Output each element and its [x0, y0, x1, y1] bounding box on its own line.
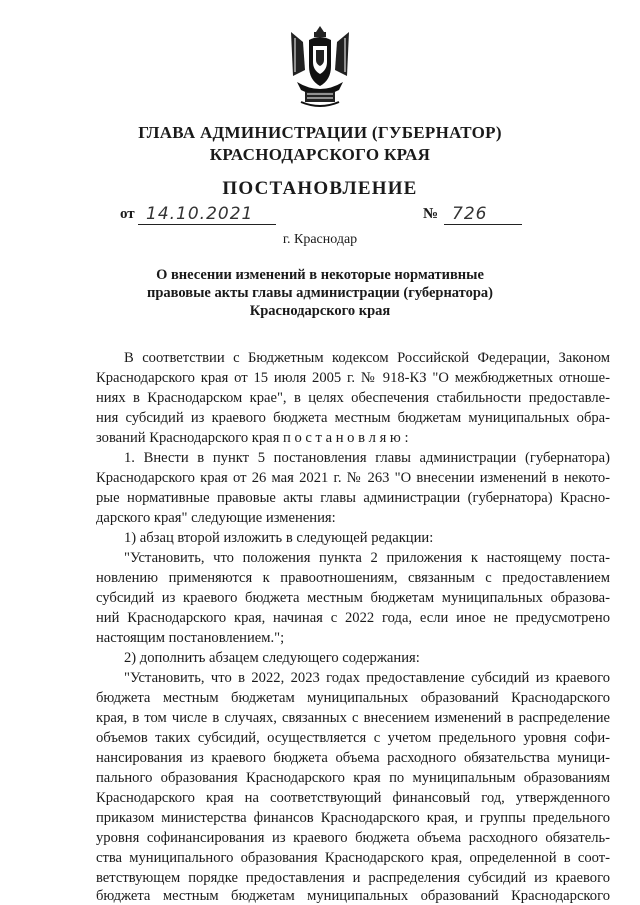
city-label: г. Краснодар [282, 232, 358, 247]
issuer-title-line1: ГЛАВА АДМИНИСТРАЦИИ (ГУБЕРНАТОР) [138, 123, 502, 142]
body-line: 1. Внести в пункт 5 постановления главы администрации (губернатора) [124, 450, 610, 466]
body-line: ства муниципального образования Краснодарского края, определенной в соот- [96, 850, 610, 866]
body-line: "Установить, что в 2022, 2023 годах предоставление субсидий из краевого [124, 670, 610, 686]
body-line: бюджета местным бюджетам муниципальных образований Краснодарского [96, 888, 610, 904]
coat-of-arms-emblem [283, 22, 357, 110]
date-prefix: от [120, 206, 135, 222]
number-underline [444, 224, 522, 225]
body-line: 1) абзац второй изложить в следующей редакции: [124, 530, 434, 546]
body-line: уровня софинансирования из краевого бюджета объема расходного обязатель- [96, 830, 610, 846]
issuer-title-line2: КРАСНОДАРСКОГО КРАЯ [209, 145, 431, 164]
body-line: дарского края" следующие изменения: [96, 510, 336, 526]
document-type-heading: ПОСТАНОВЛЕНИЕ [222, 178, 418, 199]
number-prefix: № [423, 206, 439, 222]
body-line: новлению применяются к правоотношениям, связанным с предоставлением [96, 570, 610, 586]
date-underline [138, 224, 276, 225]
body-line: края, в том числе в случаях, связанных с внесением изменений в распределение [96, 710, 610, 726]
body-line: рые нормативные правовые акты главы администрации (губернатора) Красно- [96, 490, 610, 506]
body-line: пального образования Краснодарского края по муниципальным образованиям [96, 770, 610, 786]
body-line: приказом министерства финансов Краснодарского края, и группы предельного [96, 810, 610, 826]
body-line: нансирования из краевого бюджета объема расходного обязательства муници- [96, 750, 610, 766]
body-line: субсидий из краевого бюджета местным бюджетам муниципальных образова- [96, 590, 610, 606]
body-line: ветствующем порядке предоставления и распределения субсидий из краевого [96, 870, 610, 886]
body-line: Краснодарского края на соответствующий финансовый год, утвержденного [96, 790, 610, 806]
body-line: ния субсидий из краевого бюджета местным бюджетам муниципальных обра- [96, 410, 610, 426]
body-line: "Установить, что положения пункта 2 приложения к настоящему поста- [124, 550, 610, 566]
handwritten-date: 14.10.2021 [146, 204, 254, 224]
subject-line: Краснодарского края [249, 303, 391, 319]
subject-line: правовые акты главы администрации (губернатора) [146, 285, 494, 301]
body-line: Краснодарского края от 15 июля 2005 г. № 918-КЗ "О межбюджетных отноше- [96, 370, 610, 386]
body-line: В соответствии с Бюджетным кодексом Российской Федерации, Законом [124, 350, 610, 366]
body-line: ний Краснодарского края, начиная с 2022 года, если иное не предусмотрено [96, 610, 610, 626]
body-line: Краснодарского края от 26 мая 2021 г. № 263 "О внесении изменений в некото- [96, 470, 610, 486]
handwritten-number: 726 [452, 204, 488, 224]
body-line: ниях в Краснодарском крае", в целях обеспечения стабильности предоставле- [96, 390, 610, 406]
body-line: зований Краснодарского края п о с т а н о в л я ю : [96, 430, 409, 446]
body-line: настоящим постановлением."; [96, 630, 285, 646]
body-line: объемов таких субсидий, осуществляется с учетом предельного уровня софи- [96, 730, 610, 746]
body-line: бюджета местным бюджетам муниципальных образований Краснодарского [96, 690, 610, 706]
body-line: 2) дополнить абзацем следующего содержания: [124, 650, 420, 666]
subject-line: О внесении изменений в некоторые нормативные [156, 267, 484, 283]
